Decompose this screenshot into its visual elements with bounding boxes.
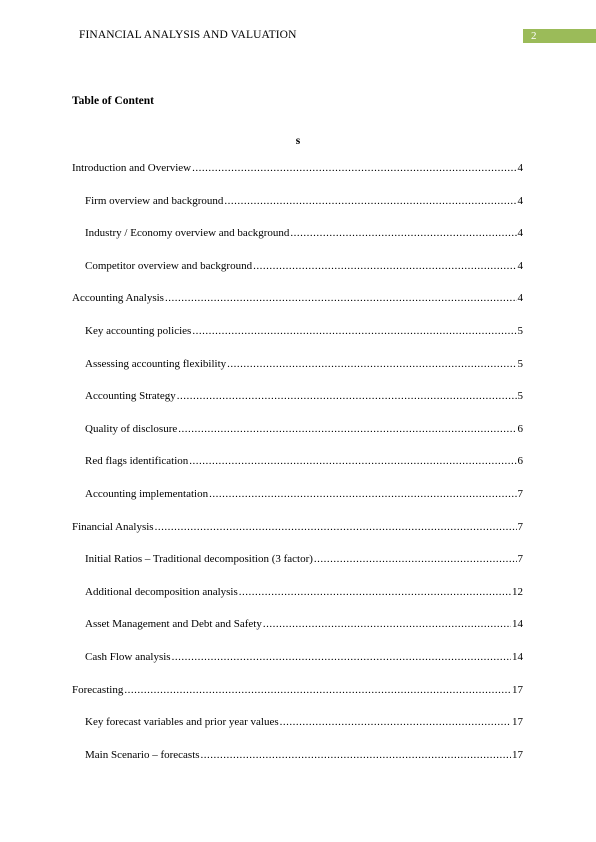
toc-entry-page-number: 14 [512, 618, 523, 631]
toc-heading: Table of Content [72, 95, 154, 107]
toc-entry-label: Accounting Strategy [85, 390, 176, 403]
toc-entry[interactable] [85, 325, 523, 339]
toc-entry[interactable] [85, 423, 523, 437]
toc-entry-page-number: 7 [517, 520, 523, 533]
toc-entry-page-number: 4 [517, 259, 523, 272]
toc-dot-leader [155, 521, 517, 533]
toc-entry[interactable] [85, 227, 523, 241]
toc-entry-label: Red flags identification [85, 455, 189, 468]
toc-entry-page-number: 4 [517, 194, 523, 207]
toc-entry-label: Firm overview and background [85, 194, 224, 207]
toc-entry-label: Accounting implementation [85, 488, 209, 500]
toc-dot-leader [209, 488, 516, 500]
toc-dot-leader [177, 390, 517, 402]
toc-entry-page-number: 5 [517, 390, 523, 403]
toc-entry-page-number: 14 [512, 651, 523, 663]
toc-entry[interactable] [85, 618, 523, 632]
toc-entry-label: Additional decomposition analysis [85, 585, 238, 598]
toc-dot-leader [192, 162, 516, 174]
toc-entry-label: Accounting Analysis [72, 292, 164, 305]
toc-entry-page-number: 4 [517, 227, 523, 240]
toc-entry-page-number: 12 [512, 585, 523, 598]
toc-entry[interactable] [72, 162, 523, 176]
toc-entry-page-number: 7 [517, 553, 523, 566]
toc-entry[interactable] [85, 488, 523, 502]
toc-entry-label: Cash Flow analysis [85, 651, 171, 663]
toc-entry[interactable] [85, 553, 523, 567]
toc-entry-label: Initial Ratios – Traditional decomposition (3 factor) [85, 553, 313, 566]
toc-entry[interactable] [85, 749, 523, 763]
toc-entry[interactable] [72, 521, 523, 535]
toc-entry-page-number: 4 [517, 162, 523, 174]
toc-entry-label: Industry / Economy overview and background [85, 227, 290, 240]
toc-entry[interactable] [85, 651, 523, 665]
toc-entry-page-number: 6 [517, 455, 523, 468]
toc-entry-label: Assessing accounting flexibility [85, 357, 227, 370]
toc-dot-leader [253, 260, 516, 272]
toc-entry-page-number: 4 [517, 292, 523, 305]
toc-entry-label: Quality of disclosure [85, 422, 178, 435]
toc-entry[interactable] [72, 684, 523, 698]
toc-dot-leader [165, 292, 517, 304]
toc-entry[interactable] [85, 455, 523, 469]
toc-entry-label: Forecasting [72, 683, 124, 696]
toc-dot-leader [172, 651, 511, 663]
toc-dot-leader [263, 618, 511, 630]
toc-entry[interactable] [72, 292, 523, 306]
toc-entry[interactable] [85, 716, 523, 730]
toc-dot-leader [178, 423, 516, 435]
toc-entry-label: Main Scenario – forecasts [85, 748, 200, 761]
toc-entry-label: Asset Management and Debt and Safety [85, 618, 262, 631]
running-header-title: FINANCIAL ANALYSIS AND VALUATION [79, 29, 297, 41]
toc-entry[interactable] [85, 390, 523, 404]
toc-entry-page-number: 17 [512, 683, 523, 696]
toc-entry-label: Key accounting policies [85, 325, 192, 337]
toc-entry-label: Competitor overview and background [85, 259, 253, 272]
toc-entry-page-number: 5 [517, 357, 523, 370]
toc-subheading: s [295, 135, 301, 147]
toc-dot-leader [314, 553, 517, 565]
toc-entry[interactable] [85, 358, 523, 372]
toc-dot-leader [280, 716, 511, 728]
toc-dot-leader [124, 684, 511, 696]
toc-dot-leader [224, 195, 516, 207]
toc-dot-leader [192, 325, 516, 337]
page-number-badge: 2 [523, 29, 596, 43]
toc-dot-leader [239, 586, 511, 598]
toc-dot-leader [227, 358, 516, 370]
toc-entry-label: Introduction and Overview [72, 162, 192, 174]
toc-entry-page-number: 6 [517, 422, 523, 435]
toc-entry-page-number: 5 [517, 325, 523, 337]
toc-dot-leader [201, 749, 511, 761]
toc-entry-label: Financial Analysis [72, 520, 154, 533]
toc-entry[interactable] [85, 260, 523, 274]
toc-dot-leader [290, 227, 516, 239]
toc-entry-page-number: 17 [512, 716, 523, 729]
toc-entry-page-number: 17 [512, 748, 523, 761]
toc-entry[interactable] [85, 586, 523, 600]
toc-entry[interactable] [85, 195, 523, 209]
toc-entry-page-number: 7 [517, 488, 523, 500]
toc-entry-label: Key forecast variables and prior year values [85, 716, 279, 729]
toc-dot-leader [189, 455, 516, 467]
